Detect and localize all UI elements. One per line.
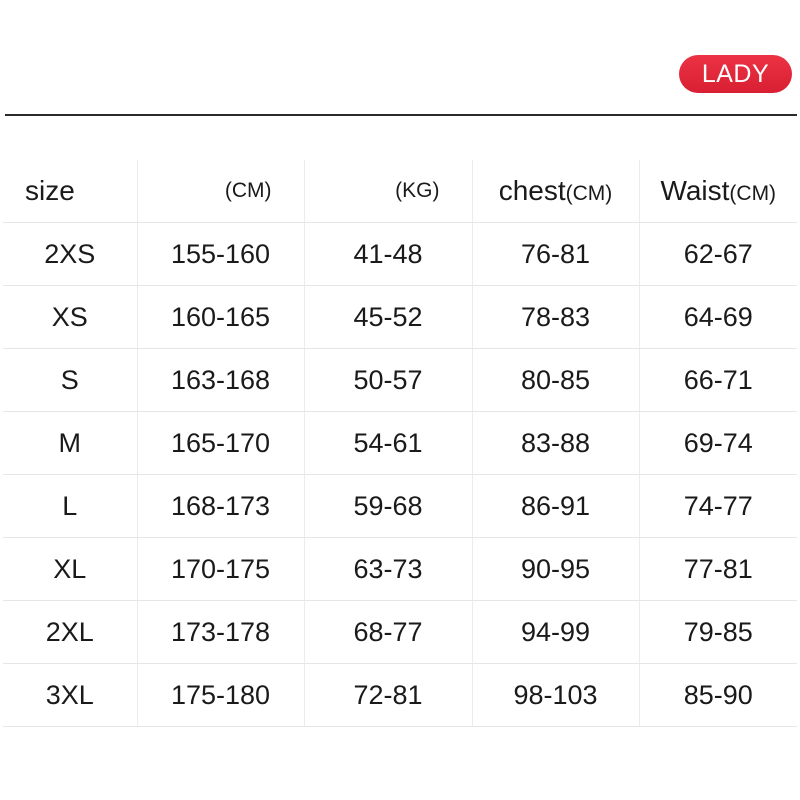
lady-badge: LADY xyxy=(679,55,792,93)
table-row xyxy=(3,664,797,727)
cell-chest: 98-103 xyxy=(472,664,639,727)
table-row xyxy=(3,538,797,601)
cell-waist: 62-67 xyxy=(639,223,797,286)
cell-chest: 76-81 xyxy=(472,223,639,286)
cell-size: L xyxy=(3,475,137,538)
cell-weight: 59-68 xyxy=(304,475,472,538)
cell-waist: 69-74 xyxy=(639,412,797,475)
cell-waist: 66-71 xyxy=(639,349,797,412)
table-row xyxy=(3,475,797,538)
header-size: size xyxy=(3,160,137,223)
header-chest-unit: (CM) xyxy=(565,182,613,205)
header-height xyxy=(137,160,304,223)
header-chest xyxy=(472,160,639,223)
cell-waist: 74-77 xyxy=(639,475,797,538)
cell-height: 168-173 xyxy=(137,475,304,538)
cell-chest: 94-99 xyxy=(472,601,639,664)
size-chart-table xyxy=(3,160,797,727)
cell-chest: 80-85 xyxy=(472,349,639,412)
cell-height: 163-168 xyxy=(137,349,304,412)
table-row xyxy=(3,601,797,664)
table-row xyxy=(3,412,797,475)
cell-height: 155-160 xyxy=(137,223,304,286)
header-weight-unit: (KG) xyxy=(395,179,440,202)
cell-size: M xyxy=(3,412,137,475)
cell-size: 2XS xyxy=(3,223,137,286)
cell-waist: 77-81 xyxy=(639,538,797,601)
cell-height: 160-165 xyxy=(137,286,304,349)
cell-weight: 72-81 xyxy=(304,664,472,727)
cell-weight: 41-48 xyxy=(304,223,472,286)
cell-size: S xyxy=(3,349,137,412)
cell-weight: 50-57 xyxy=(304,349,472,412)
header-height-unit: (CM) xyxy=(224,179,272,202)
cell-chest: 90-95 xyxy=(472,538,639,601)
cell-height: 170-175 xyxy=(137,538,304,601)
header-weight xyxy=(304,160,472,223)
header-chest-label: chest xyxy=(498,175,566,206)
cell-height: 173-178 xyxy=(137,601,304,664)
cell-waist: 85-90 xyxy=(639,664,797,727)
cell-height: 175-180 xyxy=(137,664,304,727)
cell-size: XS xyxy=(3,286,137,349)
cell-weight: 68-77 xyxy=(304,601,472,664)
header-waist-unit: (CM) xyxy=(729,182,777,205)
cell-weight: 54-61 xyxy=(304,412,472,475)
cell-weight: 45-52 xyxy=(304,286,472,349)
header-waist-label: Waist xyxy=(660,175,730,206)
cell-height: 165-170 xyxy=(137,412,304,475)
cell-waist: 64-69 xyxy=(639,286,797,349)
header-waist xyxy=(639,160,797,223)
cell-size: 3XL xyxy=(3,664,137,727)
table-header-row xyxy=(3,160,797,223)
header-divider xyxy=(5,114,797,116)
cell-size: 2XL xyxy=(3,601,137,664)
cell-chest: 86-91 xyxy=(472,475,639,538)
table-row xyxy=(3,223,797,286)
cell-chest: 83-88 xyxy=(472,412,639,475)
table-row xyxy=(3,286,797,349)
cell-weight: 63-73 xyxy=(304,538,472,601)
table-row xyxy=(3,349,797,412)
cell-chest: 78-83 xyxy=(472,286,639,349)
cell-waist: 79-85 xyxy=(639,601,797,664)
cell-size: XL xyxy=(3,538,137,601)
